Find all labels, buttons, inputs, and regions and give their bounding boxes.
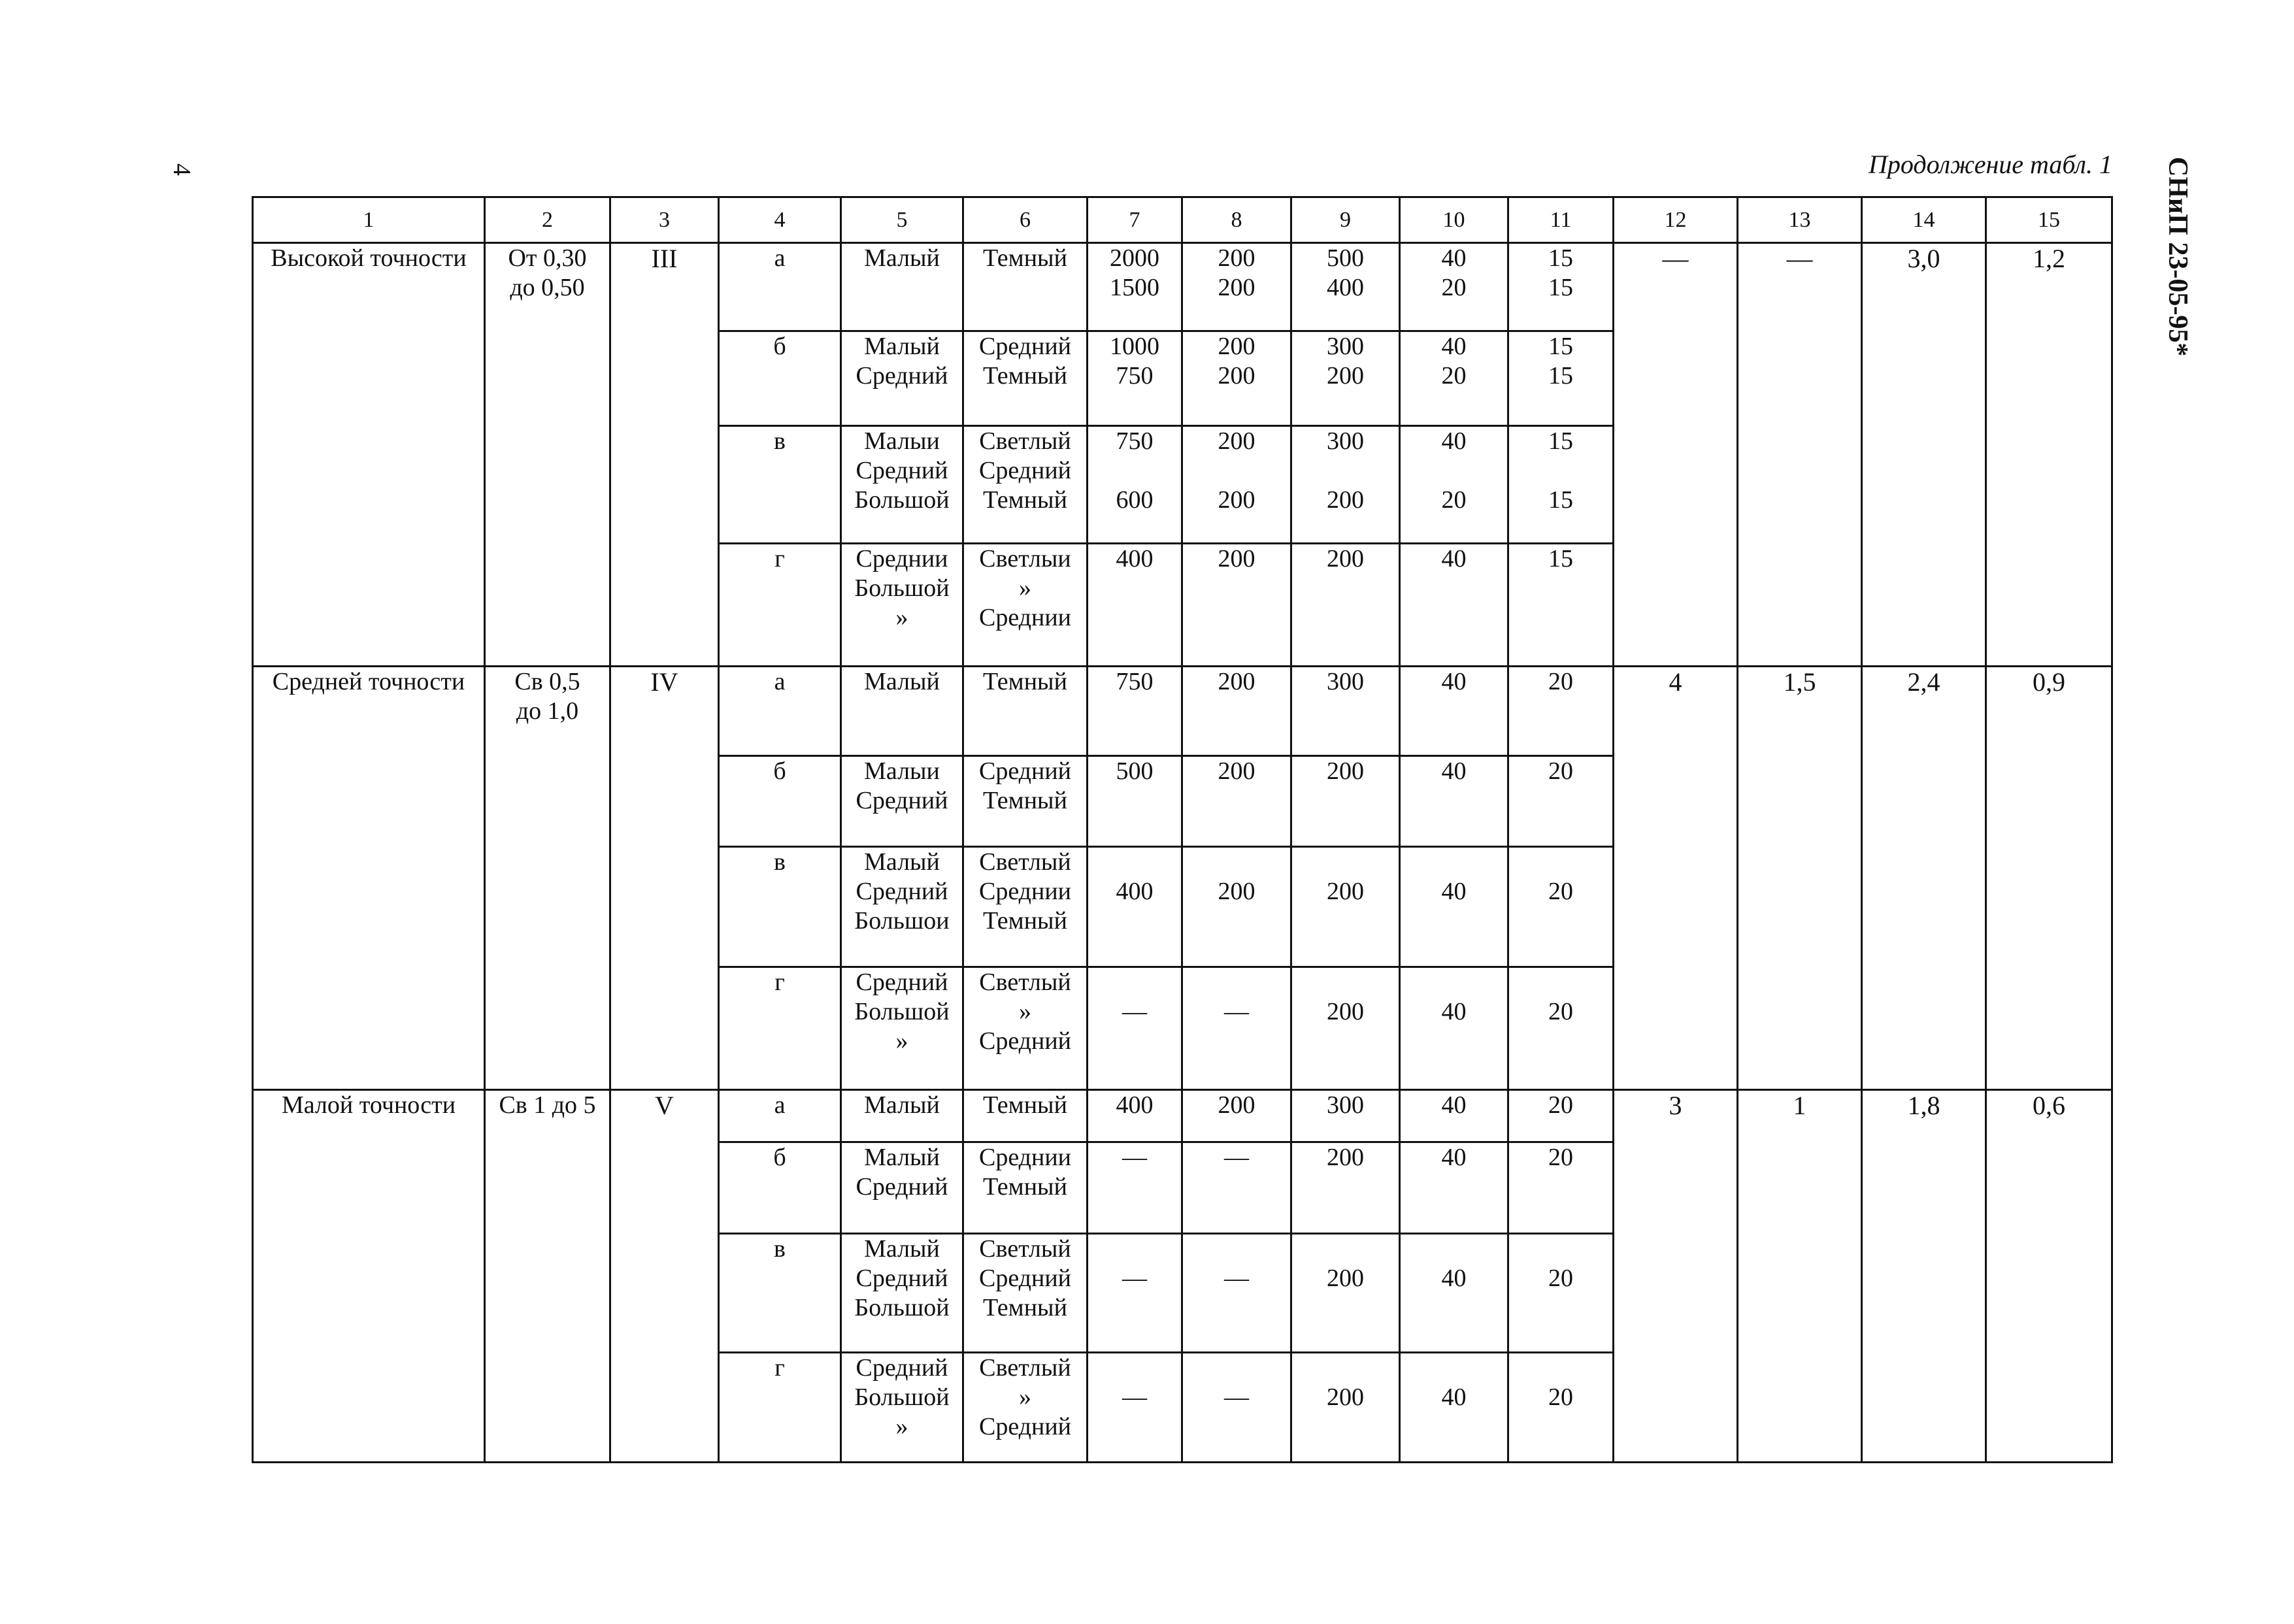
col-7-line: 1500 <box>1110 274 1159 301</box>
col-9-line: 200 <box>1327 545 1364 572</box>
work-type-cell <box>253 1090 485 1463</box>
table-row <box>253 667 2112 756</box>
cell-col-14: 3,0 <box>1862 243 1986 667</box>
col-6-line: » <box>1019 998 1031 1025</box>
column-header-2: 2 <box>485 197 610 243</box>
col-5-line: Малыи <box>864 427 940 455</box>
subcategory-cell: в <box>719 847 841 967</box>
col-5-line: Средний <box>856 1173 948 1201</box>
cell-col-8 <box>1182 1142 1291 1234</box>
cell-col-9 <box>1291 1090 1400 1142</box>
col-9-line: 200 <box>1327 1384 1364 1411</box>
col-6-line: Среднии <box>978 1144 1072 1171</box>
work-type-label: Высокой точности <box>271 244 467 272</box>
cell-col-8 <box>1182 1353 1291 1463</box>
col-11-line: 20 <box>1548 668 1573 695</box>
col-10-line: 20 <box>1441 274 1467 301</box>
cell-col-11 <box>1508 544 1614 667</box>
cell-col-7 <box>1088 426 1182 544</box>
cell-col-8 <box>1182 1234 1291 1353</box>
column-header-9: 9 <box>1291 197 1400 243</box>
col-5-line: Малый <box>864 333 940 360</box>
col-6-line: Темный <box>983 787 1067 814</box>
subcategory-cell: в <box>719 426 841 544</box>
category-cell: IV <box>610 667 719 1090</box>
col-7-line: 750 <box>1116 668 1154 695</box>
cell-col-12: — <box>1614 243 1738 667</box>
col-5-line: Большой <box>854 486 950 514</box>
col-8-line: 200 <box>1218 427 1255 455</box>
col-9-line: 300 <box>1327 333 1364 360</box>
col-6-line: Средний <box>978 457 1072 484</box>
column-header-8: 8 <box>1182 197 1291 243</box>
col-11-line: 15 <box>1548 545 1573 572</box>
cell-col-11 <box>1508 756 1614 847</box>
col-11-line: 20 <box>1548 998 1573 1025</box>
col-10-line: 40 <box>1441 668 1467 695</box>
cell-col-5 <box>841 544 963 667</box>
col-9-line: 300 <box>1327 1091 1364 1119</box>
cell-col-5 <box>841 426 963 544</box>
cell-col-8 <box>1182 243 1291 331</box>
subcategory-cell: а <box>719 1090 841 1142</box>
subcategory-cell: б <box>719 1142 841 1234</box>
col-7-line: — <box>1122 1265 1147 1292</box>
cell-col-6 <box>963 426 1088 544</box>
col-5-line: Большой <box>854 1384 950 1411</box>
col-7-line: — <box>1122 1144 1147 1171</box>
col-8-line: 200 <box>1218 274 1255 301</box>
header-row <box>253 197 2112 243</box>
col-5-line: Среднии <box>856 545 948 572</box>
column-header-13: 13 <box>1738 197 1862 243</box>
column-header-4: 4 <box>719 197 841 243</box>
col-6-line: Темный <box>983 1091 1067 1119</box>
col-10-line: 40 <box>1441 1144 1467 1171</box>
col-9-line: 200 <box>1327 1144 1364 1171</box>
col-5-line: Средний <box>856 878 948 905</box>
col-10-line: 40 <box>1441 1265 1467 1292</box>
col-6-line: Средний <box>978 1413 1072 1440</box>
col-11-line: 20 <box>1548 878 1573 905</box>
col-7-line: — <box>1122 998 1147 1025</box>
col-11-line: 15 <box>1548 333 1573 360</box>
cell-col-7 <box>1088 756 1182 847</box>
cell-col-6 <box>963 756 1088 847</box>
cell-col-5 <box>841 1090 963 1142</box>
cell-col-14: 1,8 <box>1862 1090 1986 1463</box>
col-10-line: 40 <box>1441 545 1467 572</box>
col-6-line: Светлый <box>979 969 1071 996</box>
col-11-line: 20 <box>1548 1265 1573 1292</box>
cell-col-8 <box>1182 1090 1291 1142</box>
cell-col-5 <box>841 1142 963 1234</box>
col-5-line: Малый <box>864 1235 940 1263</box>
cell-col-10 <box>1400 243 1508 331</box>
object-size-cell <box>485 1090 610 1463</box>
cell-col-5 <box>841 667 963 756</box>
document-code: СНиП 23-05-95* <box>2163 157 2193 357</box>
cell-col-8 <box>1182 426 1291 544</box>
col-6-line: Светлыи <box>979 545 1071 572</box>
col-7-line: 2000 <box>1110 244 1159 272</box>
col-5-line: Малый <box>864 1144 940 1171</box>
cell-col-5 <box>841 1353 963 1463</box>
cell-col-7 <box>1088 1353 1182 1463</box>
cell-col-6 <box>963 243 1088 331</box>
col-8-line: 200 <box>1218 1091 1255 1119</box>
col-10-line: 40 <box>1441 427 1467 455</box>
column-header-14: 14 <box>1862 197 1986 243</box>
cell-col-12: 4 <box>1614 667 1738 1090</box>
col-10-line: 40 <box>1441 878 1467 905</box>
col-11-line: 15 <box>1548 427 1573 455</box>
col-10-line: 20 <box>1441 486 1467 514</box>
cell-col-15: 0,9 <box>1986 667 2112 1090</box>
cell-col-8 <box>1182 756 1291 847</box>
col-9-line: 200 <box>1327 878 1364 905</box>
col-6-line: Темный <box>983 668 1067 695</box>
cell-col-13: 1,5 <box>1738 667 1862 1090</box>
col-6-line: Среднии <box>978 604 1072 631</box>
col-5-line: Малый <box>864 244 940 272</box>
col-7-line: 750 <box>1116 427 1154 455</box>
cell-col-11 <box>1508 667 1614 756</box>
cell-col-10 <box>1400 1353 1508 1463</box>
col-5-line: » <box>895 604 908 631</box>
col-6-line: Средний <box>978 333 1072 360</box>
col-6-line: Среднии <box>978 878 1072 905</box>
table-row <box>253 1090 2112 1142</box>
category-cell: III <box>610 243 719 667</box>
cell-col-7 <box>1088 847 1182 967</box>
cell-col-7 <box>1088 243 1182 331</box>
cell-col-6 <box>963 1234 1088 1353</box>
col-11-line: 20 <box>1548 1384 1573 1411</box>
table-row <box>253 243 2112 331</box>
subcategory-cell: г <box>719 544 841 667</box>
col-6-line: Темный <box>983 1173 1067 1201</box>
col-7-line: 500 <box>1116 757 1154 785</box>
column-header-6: 6 <box>963 197 1088 243</box>
cell-col-11 <box>1508 1142 1614 1234</box>
cell-col-14: 2,4 <box>1862 667 1986 1090</box>
col-6-line: Светлый <box>979 427 1071 455</box>
cell-col-5 <box>841 847 963 967</box>
cell-col-11 <box>1508 847 1614 967</box>
col-11-line: 15 <box>1548 244 1573 272</box>
col-5-line: Средний <box>856 457 948 484</box>
column-header-7: 7 <box>1088 197 1182 243</box>
cell-col-10 <box>1400 426 1508 544</box>
work-type-label: Средней точности <box>272 668 465 695</box>
cell-col-10 <box>1400 667 1508 756</box>
cell-col-11 <box>1508 331 1614 426</box>
col-5-line: » <box>895 1027 908 1055</box>
cell-col-9 <box>1291 967 1400 1090</box>
col-11-line: 15 <box>1548 486 1573 514</box>
col-8-line: — <box>1224 1144 1249 1171</box>
cell-col-11 <box>1508 243 1614 331</box>
col-5-line: » <box>895 1413 908 1440</box>
col-11-line: 20 <box>1548 1144 1573 1171</box>
col-7-line: 400 <box>1116 1091 1154 1119</box>
cell-col-7 <box>1088 1234 1182 1353</box>
cell-col-15: 0,6 <box>1986 1090 2112 1463</box>
col-6-line: Средний <box>978 1265 1072 1292</box>
col-5-line: Средний <box>856 787 948 814</box>
cell-col-5 <box>841 967 963 1090</box>
cell-col-7 <box>1088 544 1182 667</box>
cell-col-9 <box>1291 544 1400 667</box>
column-header-5: 5 <box>841 197 963 243</box>
cell-col-10 <box>1400 967 1508 1090</box>
cell-col-9 <box>1291 667 1400 756</box>
column-header-15: 15 <box>1986 197 2112 243</box>
col-8-line: 200 <box>1218 244 1255 272</box>
cell-col-7 <box>1088 1142 1182 1234</box>
col-9-line: 300 <box>1327 668 1364 695</box>
col-10-line: 40 <box>1441 244 1467 272</box>
col-8-line: 200 <box>1218 362 1255 389</box>
cell-col-5 <box>841 756 963 847</box>
object-size-line: до 0,50 <box>510 274 585 301</box>
cell-col-10 <box>1400 331 1508 426</box>
col-8-line: — <box>1224 998 1249 1025</box>
col-7-line: 1000 <box>1110 333 1159 360</box>
cell-col-9 <box>1291 243 1400 331</box>
cell-col-9 <box>1291 756 1400 847</box>
col-7-line: 750 <box>1116 362 1154 389</box>
col-9-line: 200 <box>1327 998 1364 1025</box>
col-10-line: 40 <box>1441 1091 1467 1119</box>
cell-col-12: 3 <box>1614 1090 1738 1463</box>
work-type-cell <box>253 243 485 667</box>
col-6-line: Светлый <box>979 1235 1071 1263</box>
cell-col-10 <box>1400 1090 1508 1142</box>
work-type-label: Малой точности <box>281 1091 456 1119</box>
col-7-line: 400 <box>1116 545 1154 572</box>
cell-col-13: — <box>1738 243 1862 667</box>
cell-col-8 <box>1182 331 1291 426</box>
col-11-line: 20 <box>1548 757 1573 785</box>
col-6-line: Средний <box>978 757 1072 785</box>
object-size-line: Св 1 до 5 <box>499 1091 596 1119</box>
col-6-line: Темный <box>983 1294 1067 1321</box>
col-5-line: Средний <box>856 362 948 389</box>
subcategory-cell: г <box>719 967 841 1090</box>
subcategory-cell: б <box>719 331 841 426</box>
col-9-line: 200 <box>1327 362 1364 389</box>
col-5-line: Малый <box>864 848 940 876</box>
cell-col-11 <box>1508 1234 1614 1353</box>
column-header-10: 10 <box>1400 197 1508 243</box>
col-10-line: 20 <box>1441 362 1467 389</box>
col-8-line: 200 <box>1218 757 1255 785</box>
cell-col-9 <box>1291 1234 1400 1353</box>
column-header-1: 1 <box>253 197 485 243</box>
col-11-line: 15 <box>1548 362 1573 389</box>
cell-col-11 <box>1508 967 1614 1090</box>
col-5-line: Большои <box>854 907 950 935</box>
col-11-line: 20 <box>1548 1091 1573 1119</box>
cell-col-11 <box>1508 1090 1614 1142</box>
cell-col-7 <box>1088 667 1182 756</box>
cell-col-9 <box>1291 426 1400 544</box>
cell-col-10 <box>1400 544 1508 667</box>
cell-col-6 <box>963 1353 1088 1463</box>
col-7-line: 400 <box>1116 878 1154 905</box>
col-6-line: Светлый <box>979 1354 1071 1382</box>
col-6-line: Средний <box>978 1027 1072 1055</box>
col-8-line: 200 <box>1218 486 1255 514</box>
cell-col-5 <box>841 331 963 426</box>
col-9-line: 400 <box>1327 274 1364 301</box>
subcategory-cell: б <box>719 756 841 847</box>
col-8-line: 200 <box>1218 545 1255 572</box>
col-9-line: 500 <box>1327 244 1364 272</box>
col-8-line: 200 <box>1218 878 1255 905</box>
cell-col-10 <box>1400 847 1508 967</box>
col-9-line: 200 <box>1327 1265 1364 1292</box>
cell-col-8 <box>1182 967 1291 1090</box>
cell-col-6 <box>963 544 1088 667</box>
col-5-line: Малый <box>864 668 940 695</box>
cell-col-5 <box>841 1234 963 1353</box>
cell-col-9 <box>1291 1142 1400 1234</box>
col-6-line: Светлый <box>979 848 1071 876</box>
col-10-line: 40 <box>1441 333 1467 360</box>
column-header-12: 12 <box>1614 197 1738 243</box>
subcategory-cell: а <box>719 667 841 756</box>
subcategory-cell: в <box>719 1234 841 1353</box>
column-header-11: 11 <box>1508 197 1614 243</box>
subcategory-cell: а <box>719 243 841 331</box>
cell-col-5 <box>841 243 963 331</box>
col-11-line: 15 <box>1548 274 1573 301</box>
col-5-line: Средний <box>856 969 948 996</box>
col-6-line: Темный <box>983 486 1067 514</box>
object-size-cell <box>485 243 610 667</box>
object-size-line: Св 0,5 <box>514 668 580 695</box>
cell-col-7 <box>1088 331 1182 426</box>
work-type-cell <box>253 667 485 1090</box>
cell-col-8 <box>1182 544 1291 667</box>
cell-col-9 <box>1291 331 1400 426</box>
col-5-line: Малый <box>864 1091 940 1119</box>
subcategory-cell: г <box>719 1353 841 1463</box>
cell-col-10 <box>1400 1234 1508 1353</box>
col-8-line: — <box>1224 1265 1249 1292</box>
cell-col-6 <box>963 1142 1088 1234</box>
col-5-line: Большой <box>854 1294 950 1321</box>
cell-col-15: 1,2 <box>1986 243 2112 667</box>
cell-col-6 <box>963 967 1088 1090</box>
category-cell: V <box>610 1090 719 1463</box>
col-6-line: » <box>1019 1384 1031 1411</box>
cell-col-10 <box>1400 1142 1508 1234</box>
cell-col-13: 1 <box>1738 1090 1862 1463</box>
col-9-line: 300 <box>1327 427 1364 455</box>
col-9-line: 200 <box>1327 486 1364 514</box>
cell-col-7 <box>1088 1090 1182 1142</box>
col-6-line: Темный <box>983 362 1067 389</box>
col-10-line: 40 <box>1441 1384 1467 1411</box>
col-6-line: Темный <box>983 907 1067 935</box>
col-5-line: Большой <box>854 574 950 602</box>
col-6-line: Темный <box>983 244 1067 272</box>
col-7-line: 600 <box>1116 486 1154 514</box>
col-10-line: 40 <box>1441 998 1467 1025</box>
cell-col-11 <box>1508 1353 1614 1463</box>
object-size-line: до 1,0 <box>516 697 579 725</box>
cell-col-6 <box>963 331 1088 426</box>
col-8-line: 200 <box>1218 668 1255 695</box>
col-9-line: 200 <box>1327 757 1364 785</box>
col-7-line: — <box>1122 1384 1147 1411</box>
page-number: 4 <box>168 163 195 176</box>
continuation-title: Продолжение табл. 1 <box>1868 150 2112 179</box>
cell-col-10 <box>1400 756 1508 847</box>
col-5-line: Средний <box>856 1354 948 1382</box>
cell-col-8 <box>1182 847 1291 967</box>
col-5-line: Средний <box>856 1265 948 1292</box>
col-8-line: 200 <box>1218 333 1255 360</box>
column-header-3: 3 <box>610 197 719 243</box>
cell-col-6 <box>963 667 1088 756</box>
cell-col-9 <box>1291 847 1400 967</box>
cell-col-6 <box>963 1090 1088 1142</box>
col-5-line: Большой <box>854 998 950 1025</box>
col-5-line: Малыи <box>864 757 940 785</box>
cell-col-6 <box>963 847 1088 967</box>
cell-col-8 <box>1182 667 1291 756</box>
col-8-line: — <box>1224 1384 1249 1411</box>
cell-col-7 <box>1088 967 1182 1090</box>
cell-col-11 <box>1508 426 1614 544</box>
cell-col-9 <box>1291 1353 1400 1463</box>
col-10-line: 40 <box>1441 757 1467 785</box>
object-size-cell <box>485 667 610 1090</box>
object-size-line: От 0,30 <box>508 244 587 272</box>
illumination-norms-table <box>252 196 2113 1463</box>
col-6-line: » <box>1019 574 1031 602</box>
